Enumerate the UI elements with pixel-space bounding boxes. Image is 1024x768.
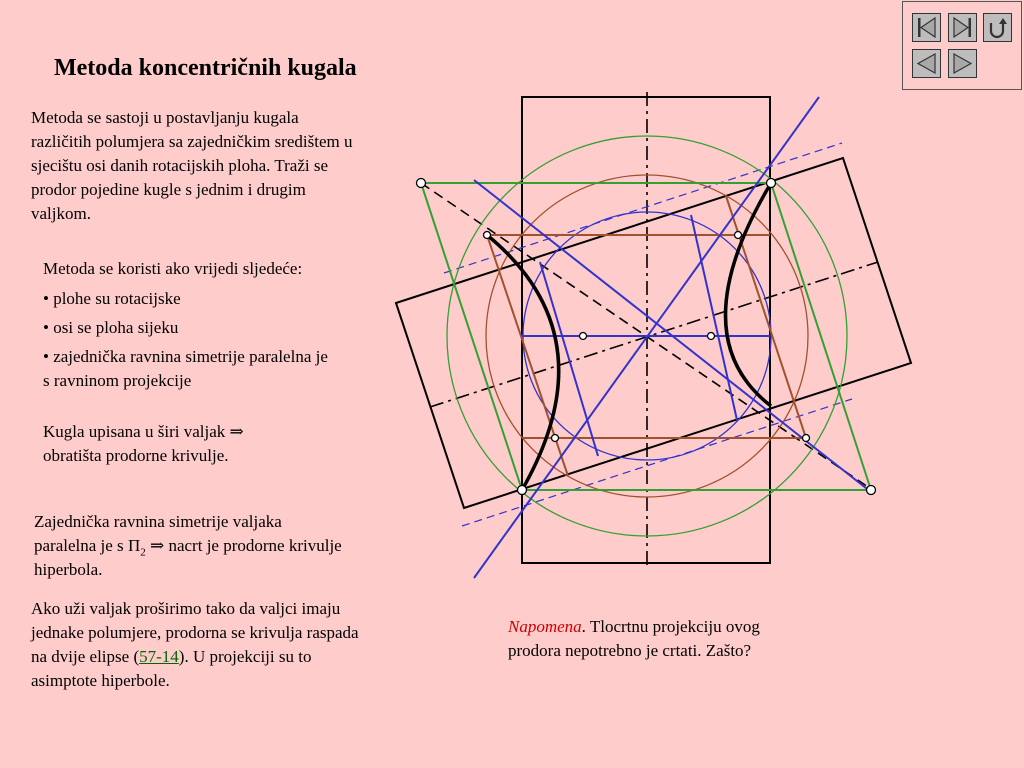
sphere-note-rest: obratišta prodorne krivulje. xyxy=(43,446,229,465)
point-marker xyxy=(867,486,876,495)
reference-link[interactable]: 57-14 xyxy=(139,647,179,666)
point-marker xyxy=(518,486,527,495)
point-marker xyxy=(767,179,776,188)
plane-note-after: nacrt je prodorne krivulje hiperbola. xyxy=(34,536,342,579)
bigger-note-before: Ako uži valjak proširimo tako da valjci imaju jednake polumjere, prodorna se krivulja raspada na dvije elipse ( xyxy=(31,599,359,666)
conditions-heading: Metoda se koristi ako vrijedi sljedeće: xyxy=(43,259,303,278)
vertical-cylinder-outline xyxy=(522,97,770,563)
point-marker xyxy=(803,435,810,442)
blue-dashed-tangent xyxy=(462,399,852,526)
condition-item: • osi se ploha sijeku xyxy=(43,318,179,337)
bigger-note-after: ). U projekciji su to asimptote hiperbole. xyxy=(31,647,312,690)
condition-item: • plohe su rotacijske xyxy=(43,289,181,308)
tilted-axis xyxy=(430,262,878,407)
page-title: Metoda koncentričnih kugala xyxy=(54,55,357,81)
point-marker xyxy=(735,232,742,239)
implies-symbol: ⇒ xyxy=(229,422,244,441)
sphere-note-text: Kugla upisana u širi valjak xyxy=(43,422,226,441)
plane-note-before: Zajednička ravnina simetrije valjaka paralelna je s xyxy=(34,512,282,555)
napomena-label: Napomena xyxy=(508,617,582,636)
pi-symbol: Π xyxy=(127,536,141,555)
point-marker xyxy=(552,435,559,442)
intro-paragraph: Metoda se sastoji u postavljanju kugala različitih polumjera sa zajedničkim središtem u sjecištu osi danih rotacijskih ploha. Traži se prodor pojedine kugle s jednim i drugim valjkom. xyxy=(31,108,353,223)
pi-subscript: 2 xyxy=(140,546,146,559)
implies-symbol: ⇒ xyxy=(149,536,165,555)
tilted-cylinder-outline xyxy=(396,158,911,508)
point-marker xyxy=(484,232,491,239)
point-marker xyxy=(417,179,426,188)
point-marker xyxy=(708,333,715,340)
blue-dashed-tangent xyxy=(444,143,842,273)
napomena-text: . Tlocrtnu projekciju ovog prodora nepotrebno je crtati. Zašto? xyxy=(508,617,760,660)
condition-item: • zajednička ravnina simetrije paralelna je s ravninom projekcije xyxy=(43,347,328,390)
point-marker xyxy=(580,333,587,340)
